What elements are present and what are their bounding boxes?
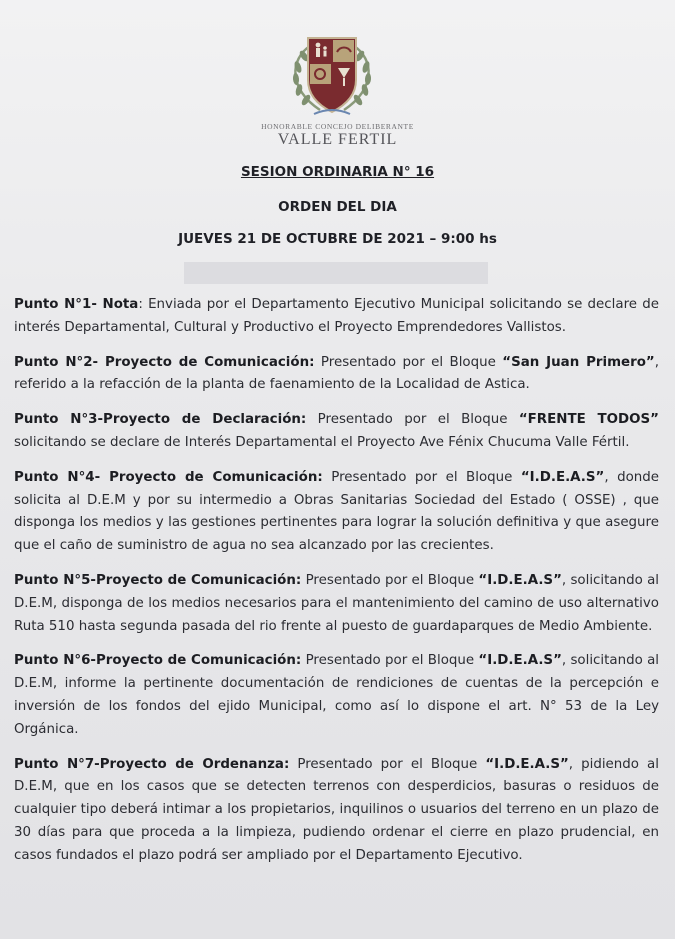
agenda-item-heading: Punto N°5-Proyecto de Comunicación: xyxy=(14,572,302,588)
agenda-item-text: Presentado por el Bloque xyxy=(314,354,503,370)
agenda-item-text: , pidiendo al D.E.M, que en los casos que se detecten terrenos con desperdicios, basuras o residuos de cualquier tipo deberá intimar a los propietarios, inquilinos o usuarios del terreno en un plazo de 30 días para que proceda a la limpieza, pudiendo ordenar el cierre en plazo prudencial, en casos fundados el plazo podrá ser ampliado por el Departamento Ejecutivo. xyxy=(14,756,659,863)
agenda-item-text: Presentado por el Bloque xyxy=(306,412,519,428)
agenda-item-heading: Punto N°4- Proyecto de Comunicación: xyxy=(14,469,323,485)
agenda-item-heading: Punto N°3-Proyecto de Declaración: xyxy=(14,412,307,428)
agenda-item-text: Presentado por el Bloque xyxy=(289,756,486,772)
agenda-item-6 xyxy=(14,650,659,741)
agenda-item-7 xyxy=(14,754,659,868)
agenda-item-text: Presentado por el Bloque xyxy=(301,572,479,588)
agenda-item-bloque: “I.D.E.A.S” xyxy=(520,469,605,485)
redacted-block xyxy=(184,262,488,284)
agenda-item-heading: Punto N°7-Proyecto de Ordenanza: xyxy=(14,756,290,772)
agenda-item-bloque: “I.D.E.A.S” xyxy=(478,653,562,669)
agenda-item-heading: Punto N°1- Nota xyxy=(14,297,139,312)
agenda-item-bloque: “FRENTE TODOS” xyxy=(518,412,659,428)
agenda-item-heading: Punto N°6-Proyecto de Comunicación: xyxy=(14,653,302,669)
agenda-list xyxy=(14,294,659,880)
agenda-item-1 xyxy=(14,294,659,340)
agenda-item-text: , solicitando al D.E.M, disponga de los medios necesarios para el mantenimiento del camino de uso alternativo Ruta 510 hasta segunda pasada del rio frente al puesto de guardaparques de Medio Ambiente. xyxy=(14,572,659,634)
agenda-item-bloque: “I.D.E.A.S” xyxy=(485,756,569,772)
agenda-item-text: Presentado por el Bloque xyxy=(322,469,521,485)
order-title: ORDEN DEL DIA xyxy=(278,199,397,215)
agenda-item-text: : Enviada por el Departamento Ejecutivo Municipal solicitando se declare de interés Departamental, Cultural y Productivo el Proyecto Emprendedores Vallistos. xyxy=(14,297,659,335)
agenda-item-text: , solicitando al D.E.M, informe la pertinente documentación de rendiciones de cuentas de la percepción e inversión de los fondos del ejido Municipal, como así lo dispone el art. N° 53 de la Ley Orgánica. xyxy=(14,653,659,737)
agenda-item-3 xyxy=(14,409,659,455)
org-name-main: VALLE FERTIL xyxy=(277,131,398,148)
agenda-item-2 xyxy=(14,352,659,398)
coat-of-arms-icon xyxy=(280,34,384,118)
agenda-item-text: , referido a la refacción de la planta de faenamiento de la Localidad de Astica. xyxy=(14,354,659,393)
agenda-item-5 xyxy=(14,570,659,638)
agenda-item-text: , donde solicita al D.E.M y por su intermedio a Obras Sanitarias Sociedad del Estado ( OSSE) , que disponga los medios y las gestiones pertinentes para lograr la solución definitiva y que asegure que el caño de suministro de agua no sea alcanzado por las crecientes. xyxy=(14,469,660,554)
agenda-item-4 xyxy=(14,467,659,558)
agenda-item-text: Presentado por el Bloque xyxy=(301,653,479,669)
agenda-item-bloque: “San Juan Primero” xyxy=(502,354,655,370)
agenda-item-bloque: “I.D.E.A.S” xyxy=(478,572,562,588)
session-title-text: SESION ORDINARIA N° 16 xyxy=(240,164,435,180)
session-title xyxy=(0,164,675,180)
org-name-line: HONORABLE CONCEJO DELIBERANTE xyxy=(261,122,414,131)
agenda-item-text: solicitando se declare de Interés Departamental el Proyecto Ave Fénix Chucuma Valle Fértil. xyxy=(14,434,630,450)
agenda-item-heading: Punto N°2- Proyecto de Comunicación: xyxy=(14,354,315,370)
session-date: JUEVES 21 DE OCTUBRE DE 2021 – 9:00 hs xyxy=(178,231,497,247)
